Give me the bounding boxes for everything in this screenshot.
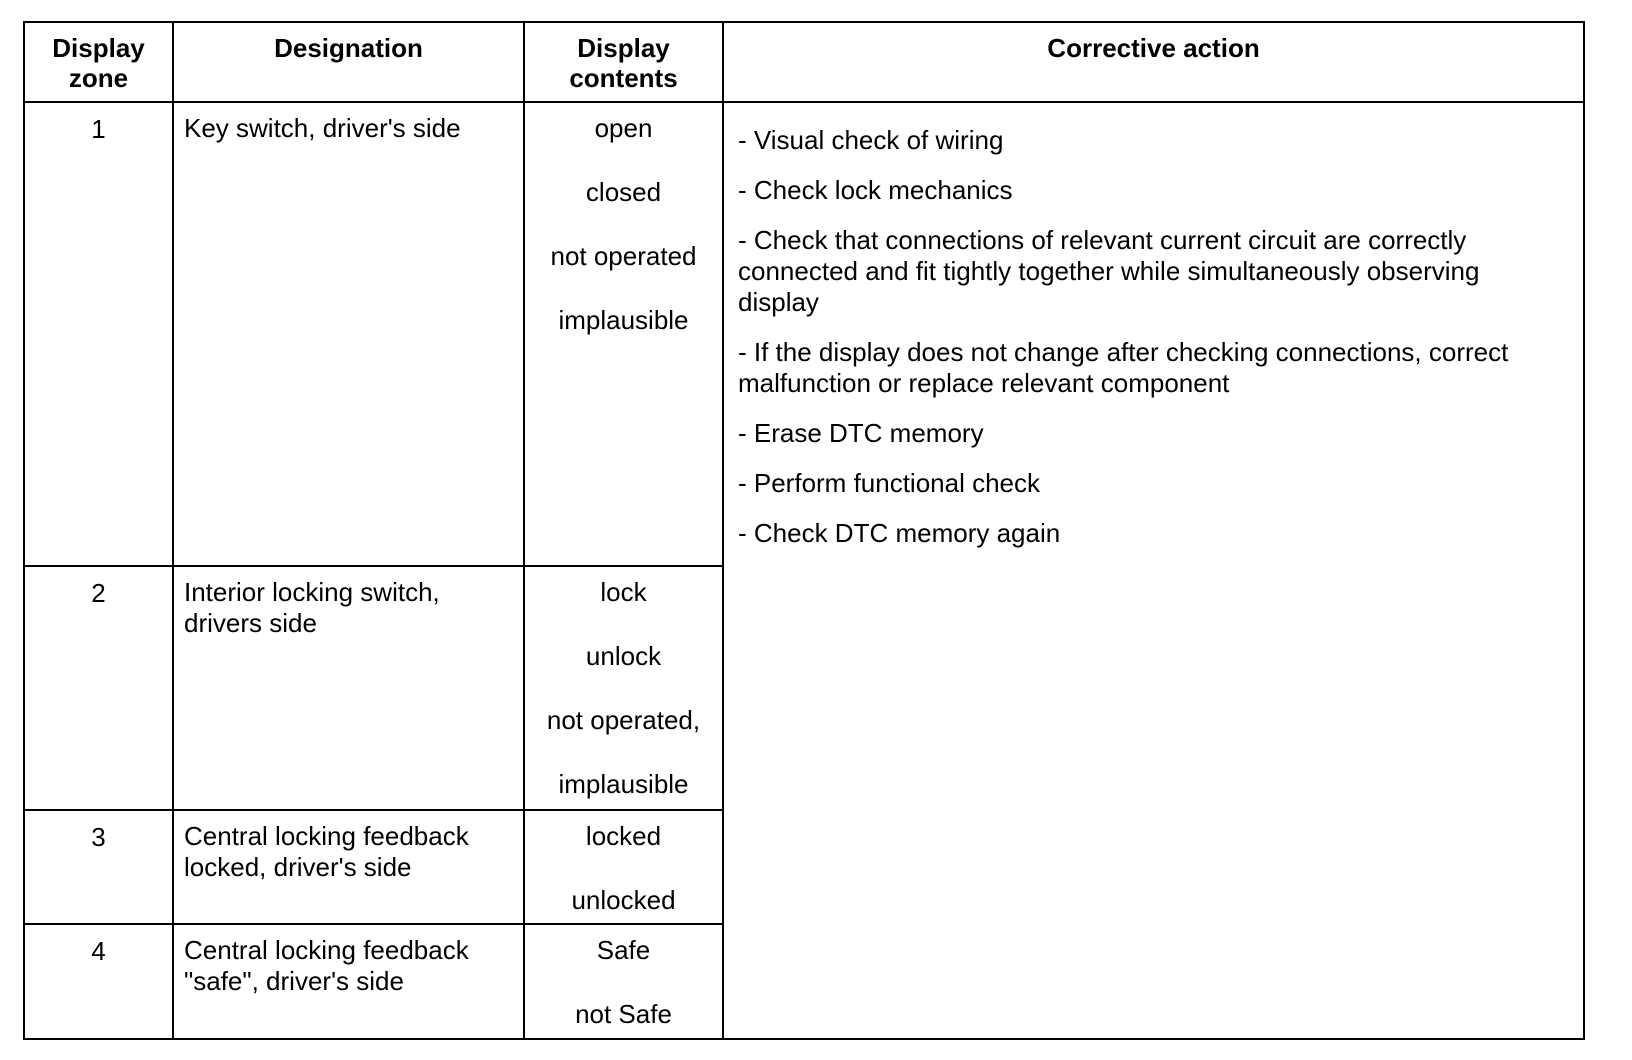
action-item: - Perform functional check (738, 468, 1041, 498)
action-item: - Erase DTC memory (738, 418, 984, 448)
contents-item: Safe (596, 934, 651, 965)
contents-item: closed (585, 177, 662, 207)
contents-item: not Safe (575, 998, 672, 1029)
zone-cell: 4 (24, 924, 173, 1039)
contents-item: open (594, 113, 653, 143)
zone-cell: 3 (24, 810, 173, 924)
contents-list (525, 821, 722, 916)
action-item: - Check that connections of relevant current circuit are correctly connected and fit tightly together while simultaneously observing display (738, 225, 1480, 317)
action-item: - Visual check of wiring (738, 125, 1004, 155)
designation-cell: Interior locking switch, drivers side (173, 566, 524, 809)
zone-cell: 1 (24, 102, 173, 566)
header-corrective-action: Corrective action (723, 22, 1584, 102)
contents-item: unlock (585, 641, 662, 672)
designation-cell: Central locking feedback "safe", driver's side (173, 924, 524, 1039)
header-display-zone: Display zone (24, 22, 173, 102)
contents-item: implausible (558, 769, 689, 800)
zone-cell: 2 (24, 566, 173, 809)
designation-cell: Central locking feedback locked, driver's side (173, 810, 524, 924)
header-display-contents: Display contents (524, 22, 723, 102)
contents-list (525, 935, 722, 1030)
contents-cell (524, 102, 723, 566)
contents-item: not operated (550, 241, 697, 271)
table-row (24, 102, 1584, 566)
diagnostic-table (23, 21, 1585, 1040)
contents-item: lock (600, 577, 647, 608)
designation-cell: Key switch, driver's side (173, 102, 524, 566)
contents-cell (524, 566, 723, 809)
corrective-action-cell (723, 102, 1584, 1039)
contents-item: unlocked (571, 884, 676, 915)
contents-item: not operated, (546, 705, 701, 736)
header-designation: Designation (173, 22, 524, 102)
action-item: - Check DTC memory again (738, 518, 1061, 548)
contents-cell (524, 924, 723, 1039)
contents-item: implausible (558, 305, 689, 335)
corrective-action-list (738, 125, 1555, 549)
contents-cell (524, 810, 723, 924)
contents-list (525, 113, 722, 336)
table-header-row (24, 22, 1584, 102)
action-item: - If the display does not change after checking connections, correct malfunction or replace relevant component (738, 337, 1509, 398)
action-item: - Check lock mechanics (738, 175, 1013, 205)
contents-list (525, 577, 722, 800)
contents-item: locked (585, 820, 662, 851)
